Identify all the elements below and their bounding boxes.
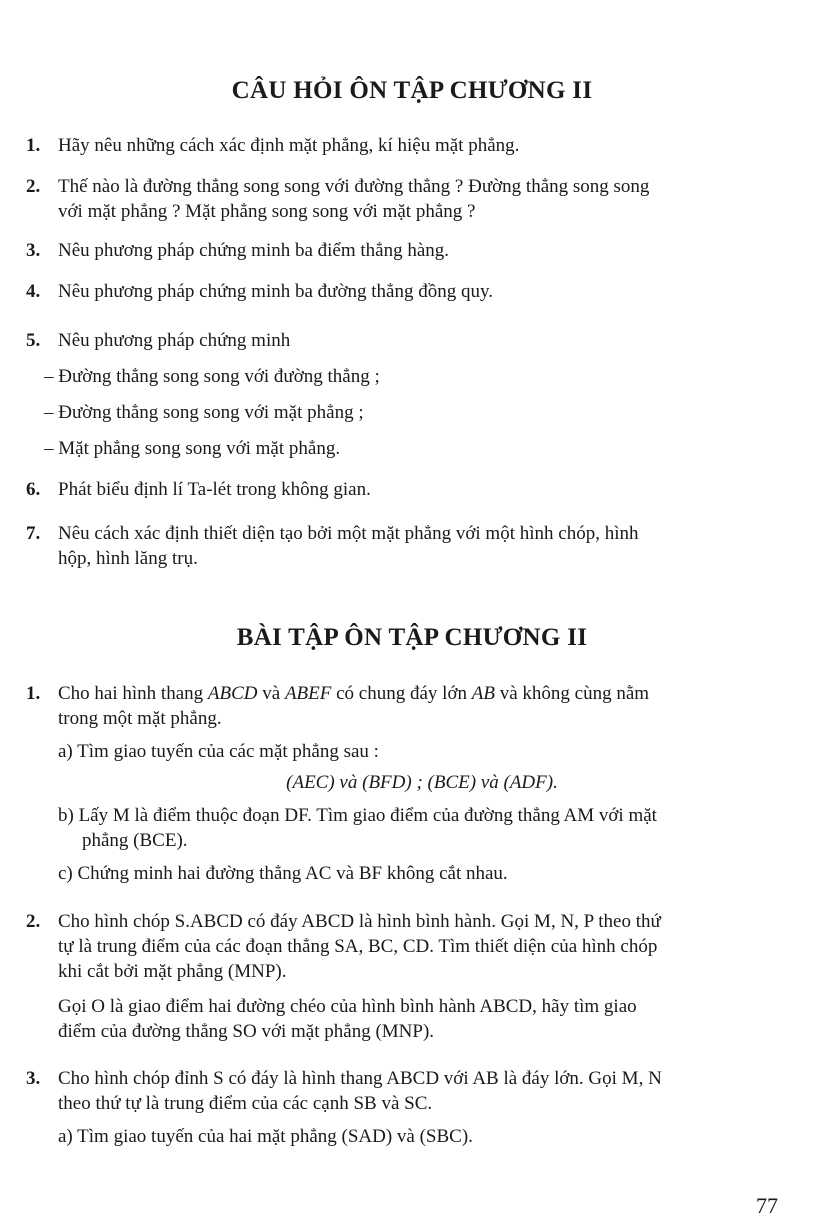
text-run: có chung đáy lớn	[331, 683, 472, 704]
question-text: Nêu cách xác định thiết diện tạo bởi một mặt phẳng với một hình chóp, hình	[58, 523, 639, 544]
exercise-text: khi cắt bởi mặt phẳng (MNP).	[58, 961, 287, 982]
question-number: 2.	[26, 176, 41, 197]
math-run: AB	[471, 683, 495, 704]
exercise-text: tự là trung điểm của các đoạn thẳng SA, BC, CD. Tìm thiết diện của hình chóp	[58, 936, 658, 957]
exercise-text: điểm của đường thẳng SO với mặt phẳng (MNP).	[58, 1021, 435, 1042]
question-text: Hãy nêu những cách xác định mặt phẳng, kí hiệu mặt phẳng.	[58, 135, 520, 156]
exercise-number: 3.	[26, 1068, 41, 1089]
math-run: ABCD	[207, 683, 258, 704]
question-text: hộp, hình lăng trụ.	[58, 548, 198, 569]
question-text: Nêu phương pháp chứng minh ba điểm thẳng hàng.	[58, 240, 450, 261]
page-number: 77	[756, 1193, 778, 1218]
exercise-part-a: a) Tìm giao tuyến của các mặt phẳng sau :	[58, 741, 379, 762]
exercise-number: 1.	[26, 683, 41, 704]
exercise-item-2	[26, 909, 786, 1044]
question-item-1	[26, 133, 786, 158]
question-text: với mặt phẳng ? Mặt phẳng song song với mặt phẳng ?	[58, 201, 476, 222]
question-text: Phát biểu định lí Ta-lét trong không gian.	[58, 479, 371, 500]
question-item-3	[26, 238, 786, 263]
exercise-part-c: c) Chứng minh hai đường thẳng AC và BF không cắt nhau.	[58, 863, 508, 884]
exercise-item-1	[26, 681, 786, 886]
question-item-5	[26, 323, 786, 467]
math-run: ABEF	[284, 683, 332, 704]
question-subitem: – Đường thẳng song song với đường thẳng ;	[44, 366, 380, 387]
exercise-planes: (AEC) và (BFD) ; (BCE) và (ADF).	[286, 772, 558, 793]
question-text: Nêu phương pháp chứng minh ba đường thẳng đồng quy.	[58, 281, 493, 302]
question-number: 7.	[26, 523, 41, 544]
exercise-text: theo thứ tự là trung điểm của các cạnh SB và SC.	[58, 1093, 433, 1114]
text-run: và	[257, 683, 285, 704]
question-number: 6.	[26, 479, 41, 500]
question-item-2	[26, 174, 786, 224]
exercise-text: trong một mặt phẳng.	[58, 708, 222, 729]
exercise-text: Cho hình chóp S.ABCD có đáy ABCD là hình bình hành. Gọi M, N, P theo thứ	[58, 911, 661, 932]
exercise-part-b: b) Lấy M là điểm thuộc đoạn DF. Tìm giao điểm của đường thẳng AM với mặt	[58, 805, 657, 826]
question-item-6	[26, 477, 786, 502]
question-number: 3.	[26, 240, 41, 261]
exercise-text	[58, 681, 786, 706]
exercise-item-3	[26, 1066, 786, 1149]
question-text: Nêu phương pháp chứng minh	[58, 330, 291, 351]
exercise-part-b-cont: phẳng (BCE).	[82, 830, 188, 851]
section-title-review-questions: CÂU HỎI ÔN TẬP CHƯƠNG II	[231, 77, 593, 104]
text-run: và không cùng nằm	[494, 683, 650, 704]
exercise-number: 2.	[26, 911, 41, 932]
question-subitem: – Đường thẳng song song với mặt phẳng ;	[44, 402, 364, 423]
question-subitem: – Mặt phẳng song song với mặt phẳng.	[44, 438, 341, 459]
exercise-text: Cho hình chóp đỉnh S có đáy là hình thang ABCD với AB là đáy lớn. Gọi M, N	[58, 1068, 662, 1089]
section-title-exercises: BÀI TẬP ÔN TẬP CHƯƠNG II	[236, 624, 588, 651]
exercise-text: Gọi O là giao điểm hai đường chéo của hình bình hành ABCD, hãy tìm giao	[58, 996, 637, 1017]
question-number: 5.	[26, 330, 41, 351]
exercise-part-a: a) Tìm giao tuyến của hai mặt phẳng (SAD) và (SBC).	[58, 1126, 473, 1147]
question-number: 1.	[26, 135, 41, 156]
question-item-7	[26, 521, 786, 571]
question-text: Thế nào là đường thẳng song song với đường thẳng ? Đường thẳng song song	[58, 176, 650, 197]
question-item-4	[26, 279, 786, 304]
question-number: 4.	[26, 281, 41, 302]
text-run: Cho hai hình thang	[58, 683, 208, 704]
